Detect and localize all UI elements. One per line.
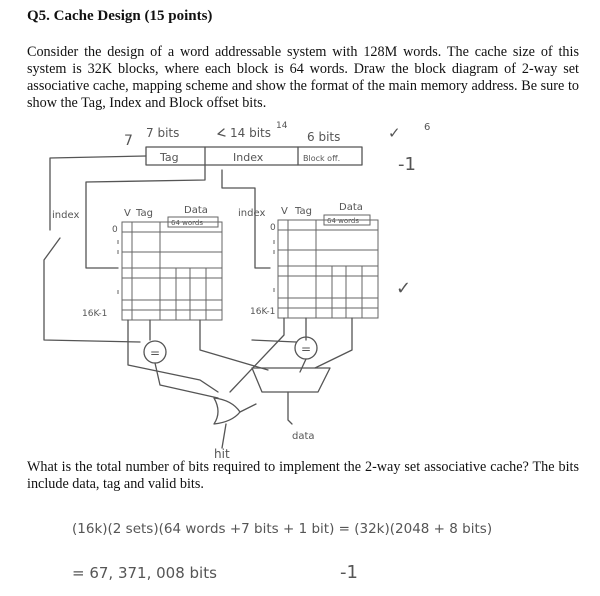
question-prompt: Consider the design of a word addressable system with 128M words. The cache size of this system is 32K blocks, where each block is 64 words. Draw the block diagram of 2-way set associative cache, mapping scheme and show the format of the main memory address. Be sure to show the Tag, Index and Block offset bits. [27,44,579,111]
question-followup: What is the total number of bits required to implement the 2-way set associative cache? The bits include data, tag and valid bits. [27,459,579,492]
way1-first-row: 0 [112,225,118,235]
way2-block-label: 64 words [327,217,359,225]
offset-bits-label: 6 bits [307,130,341,144]
grader-deduction-2: -1 [340,562,358,583]
way1-array [122,222,222,320]
way1-valid-label: V [124,208,131,219]
comparator-2-label: = [301,342,312,356]
way2-data-label: Data [339,202,363,213]
comparator-1-label: = [150,346,161,360]
handwritten-result: = 67, 371, 008 bits [72,564,217,582]
index-bits-label: 14 bits [230,126,271,140]
grader-mark-6: 6 [424,122,431,133]
grader-check-1: ✓ [388,124,401,142]
comparator-2 [295,337,317,372]
grader-mark-7: 7 [124,133,133,149]
tag-wire-to-comparator [44,238,140,342]
index-wire-way2 [222,170,270,268]
way2-last-row: 16K-1 [250,307,276,317]
way1-data-label: Data [184,205,208,216]
tag-bits-label: 7 bits [146,126,180,140]
way1-tag-label: Tag [136,208,153,219]
hit-output-wire [222,424,226,448]
comparator-1 [144,341,218,398]
hit-output-label: hit [214,447,230,461]
data-output-label: data [292,431,315,442]
way1-block-label: 64 words [171,219,203,227]
or-gate [214,398,240,424]
grader-mark-14: 14 [276,121,288,131]
address-format [124,121,430,175]
way2-data-out [315,318,352,368]
index-arrow [218,129,225,136]
data-mux [252,368,330,392]
address-wires [44,156,270,342]
output-logic [214,278,411,461]
way1-index-label: index [52,210,80,221]
grader-deduction-1: -1 [398,154,416,175]
way2-index-label: index [238,208,266,219]
way1-valid-out [128,320,218,392]
index-field-label: Index [233,151,264,164]
cache-way-1 [52,205,268,392]
comparator-2-out [300,359,306,372]
way2-valid-label: V [281,206,288,217]
question-title: Q5. Cache Design (15 points) [27,8,213,24]
way2-array [278,220,378,318]
tag-field-label: Tag [160,151,179,164]
comparator-1-out [155,363,218,398]
tag-wire-way2 [252,340,296,342]
data-output-wire [288,392,292,424]
way2-tag-label: Tag [295,206,312,217]
way2-first-row: 0 [270,223,276,233]
offset-field-label: Block off. [303,154,341,163]
grader-check-2: ✓ [396,278,412,299]
way1-last-row: 16K-1 [82,309,108,319]
or-to-mux [240,404,256,412]
handwritten-formula: (16k)(2 sets)(64 words +7 bits + 1 bit) = (32k)(2048 + 8 bits) [72,521,493,537]
